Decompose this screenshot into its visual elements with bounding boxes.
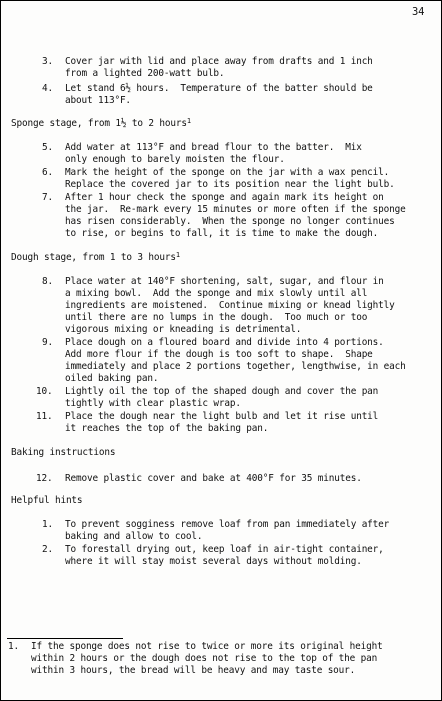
- section-heading-dough: [11, 252, 180, 263]
- footnote-text-line: If the sponge does not rise to twice or more its original height: [31, 641, 383, 652]
- hint-text-line: where it will stay moist several days without molding.: [65, 556, 362, 567]
- step-text-line: it reaches the top of the baking pan.: [65, 423, 269, 434]
- section-heading-sponge: [11, 118, 191, 129]
- step-number: 8.: [42, 276, 53, 287]
- step-text-line: Add more flour if the dough is too soft to shape. Shape: [65, 349, 373, 360]
- step-text-line: Place water at 140°F shortening, salt, sugar, and flour in: [65, 276, 384, 287]
- step-text-line: vigorous mixing or kneading is detrimental.: [65, 324, 302, 335]
- hint-number: 2.: [42, 544, 53, 555]
- hint-number: 1.: [42, 519, 53, 530]
- footnote-text-line: within 2 hours or the dough does not rise to the top of the pan: [31, 653, 378, 664]
- step-number: 5.: [42, 142, 53, 153]
- step-text-line: Cover jar with lid and place away from drafts and 1 inch: [65, 56, 373, 67]
- step-text-line: Let stand 6½ hours. Temperature of the batter should be: [65, 83, 373, 94]
- step-text-line: immediately and place 2 portions together, lengthwise, in each: [65, 361, 406, 372]
- step-text-line: from a lighted 200-watt bulb.: [65, 68, 225, 79]
- hint-text-line: baking and allow to cool.: [65, 531, 203, 542]
- section-heading-hints: Helpful hints: [11, 495, 83, 506]
- step-text-line: Replace the covered jar to its position near the light bulb.: [65, 179, 395, 190]
- page-number: 34: [412, 6, 425, 18]
- step-text-line: After 1 hour check the sponge and again mark its height on: [65, 192, 384, 203]
- step-text-line: Place the dough near the light bulb and let it rise until: [65, 411, 379, 422]
- step-text-line: a mixing bowl. Add the sponge and mix slowly until all: [65, 288, 368, 299]
- step-number: 4.: [42, 83, 53, 94]
- heading-text: Dough stage, from 1 to 3 hours: [11, 252, 176, 263]
- step-number: 6.: [42, 167, 53, 178]
- step-number: 3.: [42, 56, 53, 67]
- step-number: 7.: [42, 192, 53, 203]
- step-number: 10.: [36, 386, 53, 397]
- step-text-line: Mark the height of the sponge on the jar with a wax pencil.: [65, 167, 390, 178]
- step-text-line: about 113°F.: [65, 95, 131, 106]
- step-text-line: until there are no lumps in the dough. Too much or too: [65, 312, 368, 323]
- step-text-line: Add water at 113°F and bread flour to the batter. Mix: [65, 142, 362, 153]
- step-text-line: Lightly oil the top of the shaped dough and cover the pan: [65, 386, 379, 397]
- hint-text-line: To forestall drying out, keep loaf in air-tight container,: [65, 544, 384, 555]
- footnote-marker: 1.: [8, 641, 19, 652]
- step-text-line: only enough to barely moisten the flour.: [65, 154, 285, 165]
- step-number: 11.: [36, 411, 53, 422]
- step-text-line: has risen considerably. When the sponge no longer continues: [65, 216, 395, 227]
- section-heading-baking: Baking instructions: [11, 447, 116, 458]
- step-text-line: oiled baking pan.: [65, 373, 159, 384]
- heading-text: Sponge stage, from 1½ to 2 hours: [11, 118, 187, 129]
- step-text-line: tightly with clear plastic wrap.: [65, 398, 241, 409]
- step-text-line: to rise, or begins to fall, it is time to make the dough.: [65, 228, 379, 239]
- footnote-marker: 1: [175, 251, 180, 259]
- hint-text-line: To prevent sogginess remove loaf from pan immediately after: [65, 519, 390, 530]
- step-number: 9.: [42, 337, 53, 348]
- footnote-divider: [7, 638, 123, 639]
- step-number: 12.: [36, 473, 53, 484]
- footnote-marker: 1: [186, 117, 191, 125]
- step-text-line: the jar. Re-mark every 15 minutes or more often if the sponge: [65, 204, 406, 215]
- step-text-line: Place dough on a floured board and divide into 4 portions.: [65, 337, 384, 348]
- footnote-text-line: within 3 hours, the bread will be heavy and may taste sour.: [31, 665, 356, 676]
- step-text-line: ingredients are moistened. Continue mixing or knead lightly: [65, 300, 395, 311]
- step-text-line: Remove plastic cover and bake at 400°F for 35 minutes.: [65, 473, 362, 484]
